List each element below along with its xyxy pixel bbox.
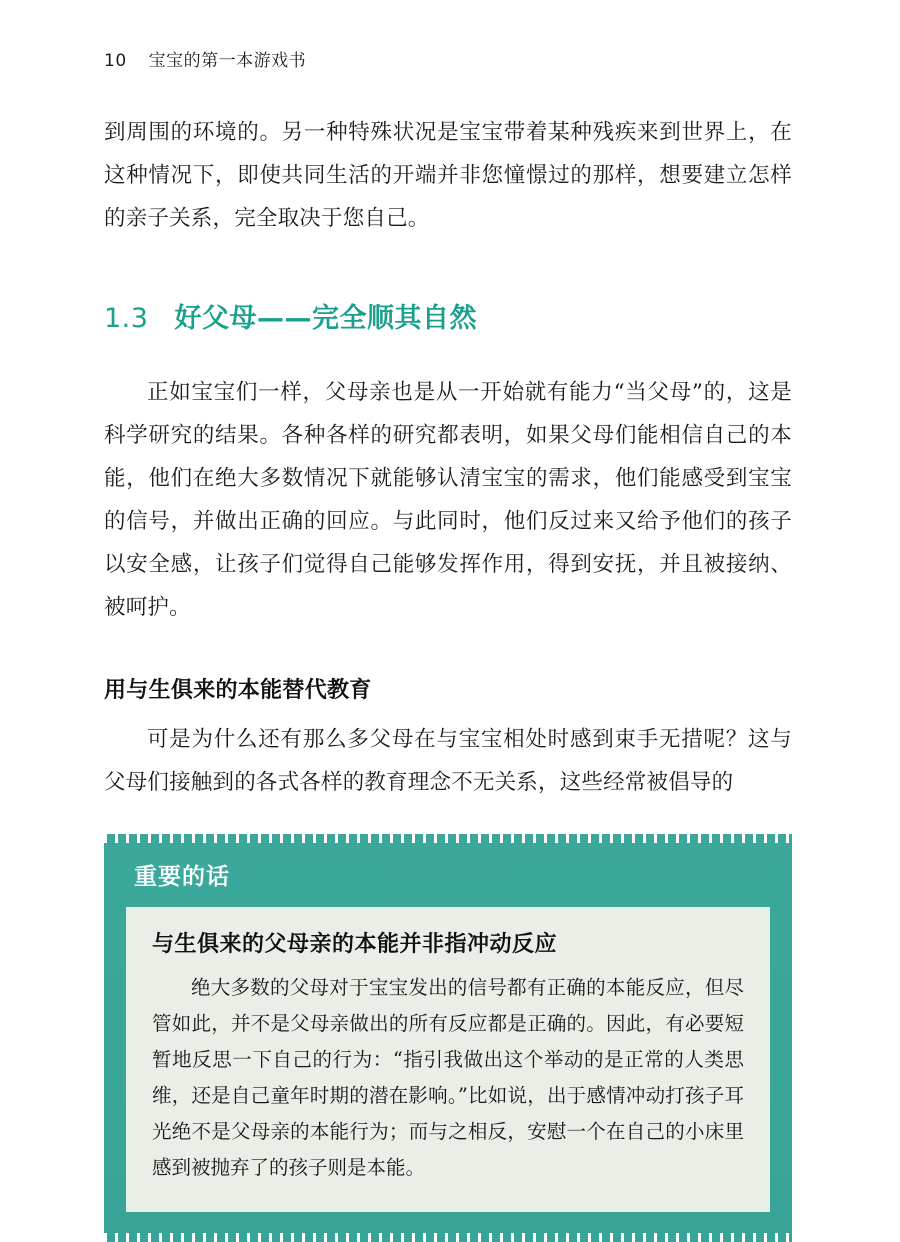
section-number: 1.3	[104, 303, 149, 334]
section-title: 好父母——完全顺其自然	[174, 303, 477, 334]
running-head	[104, 46, 792, 71]
callout-box	[104, 834, 792, 1242]
torn-edge-top-icon	[104, 834, 792, 843]
section-heading	[104, 296, 792, 335]
spacer	[104, 240, 792, 296]
subsection-title: 用与生俱来的本能替代教育	[104, 678, 372, 703]
callout-inner	[104, 834, 792, 1242]
callout-label: 重要的话	[134, 864, 230, 890]
subsection-paragraph: 可是为什么还有那么多父母在与宝宝相处时感到束手无措呢？这与父母们接触到的各式各样的教育理念不无关系，这些经常被倡导的	[104, 727, 792, 795]
section-paragraph: 正如宝宝们一样，父母亲也是从一开始就有能力“当父母”的，这是科学研究的结果。各种各样的研究都表明，如果父母们能相信自己的本能，他们在绝大多数情况下就能够认清宝宝的需求，他们能感受到宝宝的信号，并做出正确的回应。与此同时，他们反过来又给予他们的孩子以安全感，让孩子们觉得自己能够发挥作用，得到安抚，并且被接纳、被呵护。	[104, 380, 792, 620]
callout-body: 绝大多数的父母对于宝宝发出的信号都有正确的本能反应，但尽管如此，并不是父母亲做出的所有反应都是正确的。因此，有必要短暂地反思一下自己的行为：“指引我做出这个举动的是正常的人类思维，还是自己童年时期的潜在影响。”比如说，出于感情冲动打孩子耳光绝不是父母亲的本能行为；而与之相反，安慰一个在自己的小床里感到被抛弃了的孩子则是本能。	[152, 976, 744, 1179]
intro-paragraph: 到周围的环境的。另一种特殊状况是宝宝带着某种残疾来到世界上，在这种情况下，即使共同生活的开端并非您憧憬过的那样，想要建立怎样的亲子关系，完全取决于您自己。	[104, 120, 792, 231]
callout-card	[126, 907, 770, 1212]
callout-subtitle: 与生俱来的父母亲的本能并非指冲动反应	[152, 931, 558, 957]
book-title: 宝宝的第一本游戏书	[148, 51, 307, 71]
page-number: 10	[104, 51, 127, 71]
torn-edge-bottom-icon	[104, 1233, 792, 1242]
